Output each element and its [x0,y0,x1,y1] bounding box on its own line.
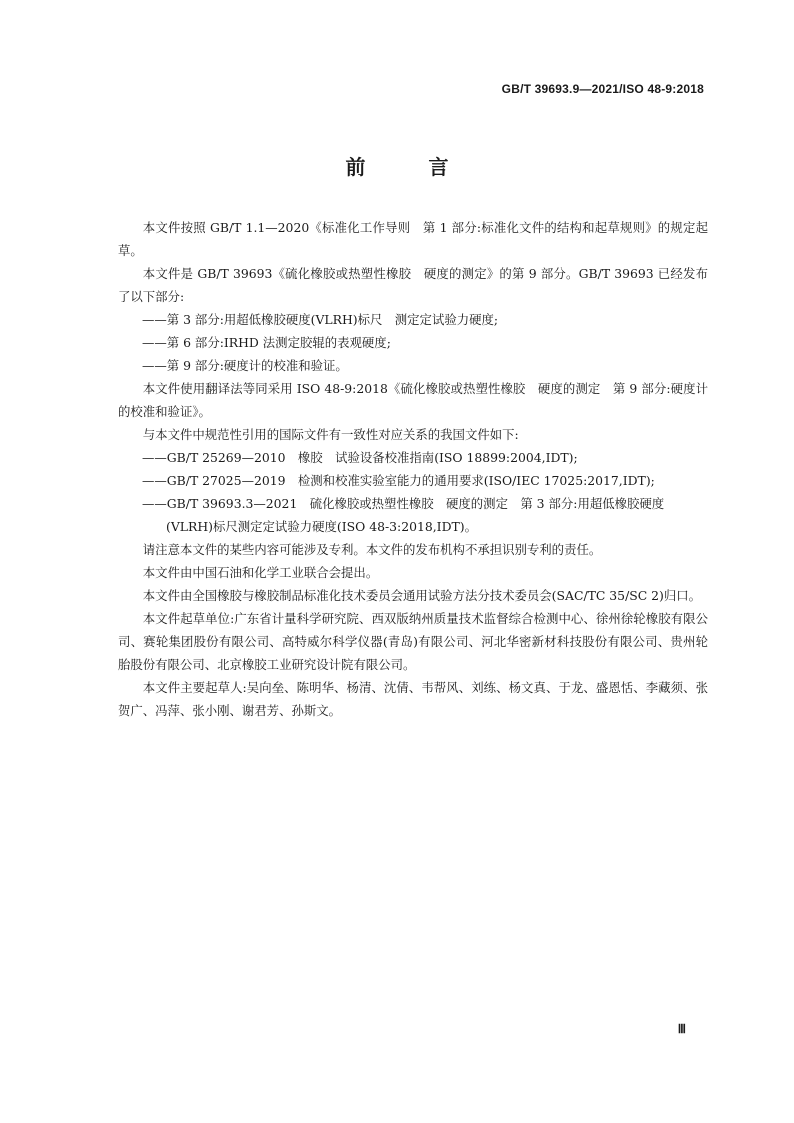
paragraph-committee: 本文件由全国橡胶与橡胶制品标准化技术委员会通用试验方法分技术委员会(SAC/TC 35/SC 2)归口。 [142,588,702,603]
list-item-ref-25269: ——GB/T 25269—2010 橡胶 试验设备校准指南(ISO 18899:2004,IDT); [142,450,578,465]
list-item-part-9: ——第 9 部分:硬度计的校准和验证。 [142,358,348,373]
foreword-body [118,216,708,722]
paragraph-drafting-rules: 本文件按照 GB/T 1.1—2020《标准化工作导则 第 1 部分:标准化文件的结构和起草规则》的规定起草。 [118,220,708,258]
list-item-ref-27025: ——GB/T 27025—2019 检测和校准实验室能力的通用要求(ISO/IEC 17025:2017,IDT); [142,473,655,488]
page-number: Ⅲ [677,1022,686,1036]
paragraph-references-intro: 与本文件中规范性引用的国际文件有一致性对应关系的我国文件如下: [142,427,519,442]
paragraph-series-intro: 本文件是 GB/T 39693《硫化橡胶或热塑性橡胶 硬度的测定》的第 9 部分。GB/T 39693 已经发布了以下部分: [118,266,708,304]
standard-code: GB/T 39693.9—2021/ISO 48-9:2018 [501,82,704,96]
paragraph-proposer: 本文件由中国石油和化学工业联合会提出。 [142,565,379,580]
paragraph-patent-notice: 请注意本文件的某些内容可能涉及专利。本文件的发布机构不承担识别专利的责任。 [142,542,602,557]
paragraph-drafters: 本文件主要起草人:吴向垒、陈明华、杨清、沈倩、韦帮风、刘练、杨文真、于龙、盛恩恬、李藏须、张贺广、冯萍、张小刚、谢君芳、孙斯文。 [118,680,708,718]
list-item-part-3: ——第 3 部分:用超低橡胶硬度(VLRH)标尺 测定定试验力硬度; [142,312,499,327]
page-title: 前 言 [345,155,477,179]
paragraph-adoption: 本文件使用翻译法等同采用 ISO 48-9:2018《硫化橡胶或热塑性橡胶 硬度的测定 第 9 部分:硬度计的校准和验证》。 [118,381,708,419]
list-item-ref-39693-3: ——GB/T 39693.3—2021 硫化橡胶或热塑性橡胶 硬度的测定 第 3 部分:用超低橡胶硬度(VLRH)标尺测定定试验力硬度(ISO 48-3:2018,IDT)。 [142,496,665,534]
paragraph-drafting-units: 本文件起草单位:广东省计量科学研究院、西双版纳州质量技术监督综合检测中心、徐州徐轮橡胶有限公司、赛轮集团股份有限公司、高特威尔科学仪器(青岛)有限公司、河北华密新材科技股份有限公司、贵州轮胎股份有限公司、北京橡胶工业研究设计院有限公司。 [118,611,708,672]
list-item-part-6: ——第 6 部分:IRHD 法测定胶辊的表观硬度; [142,335,391,350]
